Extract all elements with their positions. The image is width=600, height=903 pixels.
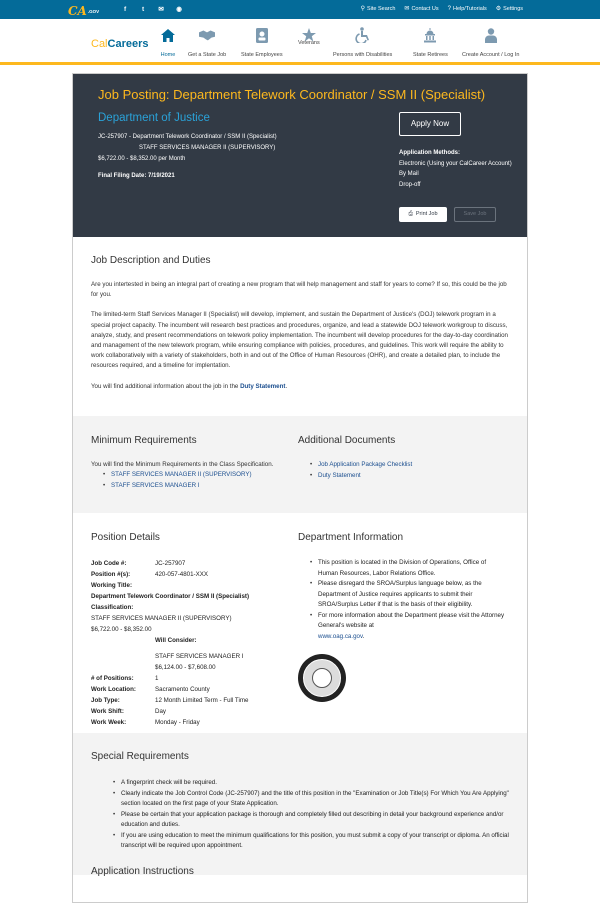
list-item: • A fingerprint check will be required.	[121, 778, 509, 789]
site-search-link[interactable]	[361, 5, 396, 14]
working-title-label: Working Title:	[91, 582, 133, 589]
special-requirements-section	[73, 733, 527, 875]
working-title-value: Department Telework Coordinator / SSM II (Specialist)	[91, 593, 250, 600]
work-week-row	[91, 717, 298, 728]
print-job-button[interactable]	[399, 207, 447, 222]
doj-seal-image	[298, 654, 346, 702]
will-consider-label: Will Consider:	[155, 637, 197, 644]
seal-ring	[303, 659, 341, 697]
list-item: • If you are using education to meet the minimum qualifications for this position, you must submit a copy of your transcript or diploma. An official transcript will be required upon appointment.	[121, 831, 509, 852]
department-information-heading: Department Information	[298, 532, 404, 543]
save-job-button[interactable]: Save Job	[454, 207, 496, 222]
requirements-section	[73, 416, 527, 513]
job-type-row	[91, 695, 298, 706]
job-code-row	[91, 558, 298, 569]
user-icon	[483, 27, 499, 43]
settings-link[interactable]	[496, 5, 523, 14]
wheelchair-icon	[355, 27, 371, 43]
description-intro: Are you intertested in being an integral part of creating a new program that will help management and staff for years to come? If so, this could be the job for you.	[91, 281, 507, 299]
method-electronic: Electronic (Using your CalCareer Account)	[399, 160, 512, 167]
site-search-label: Site Search	[366, 6, 396, 13]
nav-home-label: Home	[160, 52, 176, 58]
work-week-value: Monday - Friday	[155, 719, 200, 726]
positions-count-row	[91, 673, 298, 684]
classification-salary: $6,722.00 - $8,352.00	[91, 626, 152, 633]
nav-get-job[interactable]	[188, 27, 226, 59]
question-icon: ?	[447, 6, 451, 12]
gear-icon: ⚙	[495, 6, 502, 12]
position-section	[73, 513, 527, 733]
utility-links	[361, 0, 523, 19]
additional-documents	[298, 433, 505, 513]
print-job-label: Print Job	[415, 211, 438, 218]
list-item	[318, 611, 505, 643]
minimum-requirements-intro: You will find the Minimum Requirements in the Class Specification.	[91, 461, 274, 468]
email-icon[interactable]: ✉	[158, 5, 164, 13]
application-methods	[399, 148, 528, 190]
nav-state-employees-label: State Employees	[241, 52, 283, 58]
nav-home[interactable]	[160, 27, 176, 59]
job-type-label: Job Type:	[91, 697, 120, 704]
search-icon: ⚲	[360, 6, 365, 12]
work-shift-label: Work Shift:	[91, 708, 124, 715]
facebook-icon[interactable]: f	[124, 5, 127, 13]
nav-retirees[interactable]	[413, 27, 448, 59]
contact-us-label: Contact Us	[411, 6, 439, 13]
special-requirements-heading: Special Requirements	[91, 751, 189, 762]
utility-bar	[0, 0, 600, 19]
twitter-icon[interactable]: t	[142, 5, 145, 13]
job-description-section	[73, 237, 527, 416]
oag-suffix: .	[362, 632, 365, 640]
description-body: The limited-term Staff Services Manager II (Specialist) will develop, implement, and sustain the Department of Justice's (DOJ) telework program in a special project capacity. The incumbent will research best practices and procedures, organize, and lead a statewide DOJ telework workgroup to discuss, analyze, study, and present recommendations on telework policy implementation. The incumbent will develop procedures for the day-to-day coordination and management of the new telework program, while ensuring compliance with policies, procedures, and guidelines. This work will require the ability to work collaboratively with a variety of stakeholders, both in and out of the Office of Human Resources (OHR), and create a detailed plan, to include the resources required, and a timeline for implentation.	[91, 311, 508, 370]
nav-account[interactable]	[462, 27, 519, 59]
badge-icon	[254, 27, 270, 43]
job-summary	[98, 132, 277, 165]
job-code-value: JC-257907	[155, 560, 186, 567]
list-item	[318, 471, 505, 482]
list-item	[111, 481, 298, 492]
help-link[interactable]	[448, 5, 487, 14]
oag-website-link[interactable]: www.oag.ca.gov	[318, 632, 363, 640]
ca-logo-text: CA	[68, 4, 87, 18]
classification-label: Classification:	[91, 604, 134, 611]
list-item: • Clearly indicate the Job Control Code (JC-257907) and the title of this position in the "Examination or Job Title(s) For Which You Are Applying" section located on the first page of your State Application.	[121, 789, 509, 810]
gov-logo-text: .GOV	[87, 9, 100, 15]
department-information	[298, 530, 505, 733]
checklist-link[interactable]: Job Application Package Checklist	[318, 461, 413, 468]
work-shift-value: Day	[155, 708, 167, 715]
brand-careers: Careers	[107, 38, 149, 50]
method-mail: By Mail	[399, 171, 419, 177]
work-location-label: Work Location:	[91, 686, 136, 693]
brand-cal: Cal	[91, 38, 108, 50]
consider-salary: $6,124.00 - $7,608.00	[155, 664, 216, 671]
classification-value: STAFF SERVICES MANAGER II (SUPERVISORY)	[91, 615, 232, 622]
job-posting-card	[72, 73, 528, 903]
nav-veterans-label: Veterans	[298, 40, 320, 46]
nav-account-label: Create Account / Log In	[462, 52, 520, 58]
consider-classification: STAFF SERVICES MANAGER I	[155, 653, 244, 660]
additional-documents-heading: Additional Documents	[298, 435, 396, 446]
department-info-list	[298, 558, 505, 642]
class-spec-list	[91, 470, 298, 491]
oag-text: For more information about the Department please visit the Attorney General's website at	[318, 611, 505, 629]
page-title: Job Posting: Department Telework Coordinator / SSM II (Specialist)	[98, 87, 486, 102]
job-header	[73, 74, 527, 237]
work-location-row	[91, 684, 298, 695]
list-item: • Please disregard the SROA/Surplus language below, as the Department of Justice requires applicants to submit their SROA/Surplus Letter if that is the basis of their eligibility.	[318, 579, 505, 611]
nav-get-job-label: Get a State Job	[188, 52, 227, 58]
nav-disabilities-label: Persons with Disabilities	[333, 52, 393, 58]
main-navigation	[0, 19, 600, 65]
calcareers-logo[interactable]	[91, 36, 149, 53]
printer-icon: ⎙	[408, 211, 413, 218]
duty-note-prefix: You will find additional information about the job in the	[91, 382, 241, 390]
list-item: • This position is located in the Division of Operations, Office of Human Resources, Labor Relations Office.	[318, 558, 505, 579]
department-name: Department of Justice	[98, 112, 210, 124]
minimum-requirements-heading: Minimum Requirements	[91, 435, 197, 446]
nav-disabilities[interactable]	[333, 27, 392, 59]
contact-us-link[interactable]	[404, 5, 438, 14]
final-filing-date: Final Filing Date: 7/19/2021	[98, 173, 175, 179]
duty-statement-link[interactable]: Duty Statement	[240, 382, 286, 390]
work-shift-row	[91, 706, 298, 717]
job-type-value: 12 Month Limited Term - Full Time	[155, 697, 249, 704]
list-item	[111, 470, 298, 481]
seal-center	[312, 668, 332, 688]
special-requirements-list	[91, 778, 509, 852]
handshake-icon	[199, 27, 215, 43]
application-instructions-heading: Application Instructions	[91, 865, 194, 877]
apply-now-button[interactable]: Apply Now	[399, 112, 461, 136]
documents-list	[298, 460, 505, 481]
job-salary: $6,722.00 - $8,352.00 per Month	[98, 156, 186, 162]
description-duty-note	[91, 382, 509, 392]
capitol-icon	[422, 27, 438, 43]
position-number-row	[91, 569, 298, 580]
rss-icon[interactable]: ◉	[176, 5, 182, 13]
method-dropoff: Drop-off	[399, 181, 421, 188]
ca-gov-logo[interactable]	[68, 2, 99, 17]
position-details-heading: Position Details	[91, 532, 160, 543]
position-details	[91, 530, 298, 733]
job-classification: STAFF SERVICES MANAGER II (SUPERVISORY)	[139, 145, 276, 151]
nav-state-employees[interactable]	[241, 27, 283, 59]
envelope-icon: ✉	[404, 6, 410, 12]
job-control-line: JC-257907 - Department Telework Coordinator / SSM II (Specialist)	[98, 134, 277, 140]
work-location-value: Sacramento County	[155, 686, 210, 693]
settings-label: Settings	[503, 6, 523, 13]
home-icon	[160, 27, 176, 43]
duty-note-suffix: .	[285, 382, 288, 390]
nav-veterans[interactable]	[298, 27, 320, 47]
help-label: Help/Tutorials	[453, 6, 487, 13]
application-methods-heading: Application Methods:	[399, 150, 460, 156]
list-item: • Please be certain that your application package is thorough and completely filled out describing in detail your background experience and/or education and duties.	[121, 810, 509, 831]
social-links	[121, 5, 183, 15]
list-item	[318, 460, 505, 471]
duty-statement-doc-link[interactable]: Duty Statement	[318, 471, 361, 479]
job-code-label: Job Code #:	[91, 560, 127, 567]
minimum-requirements	[91, 433, 298, 513]
work-week-label: Work Week:	[91, 719, 127, 726]
position-number-label: Position #(s):	[91, 571, 131, 578]
job-description-heading: Job Description and Duties	[91, 255, 211, 266]
position-number-value: 420-057-4801-XXX	[155, 571, 208, 578]
ssm1-spec-link[interactable]: STAFF SERVICES MANAGER I	[111, 481, 200, 489]
positions-count-value: 1	[155, 675, 159, 682]
positions-count-label: # of Positions:	[91, 675, 134, 682]
ssm2-spec-link[interactable]: STAFF SERVICES MANAGER II (SUPERVISORY)	[111, 471, 252, 479]
nav-retirees-label: State Retirees	[413, 52, 448, 58]
